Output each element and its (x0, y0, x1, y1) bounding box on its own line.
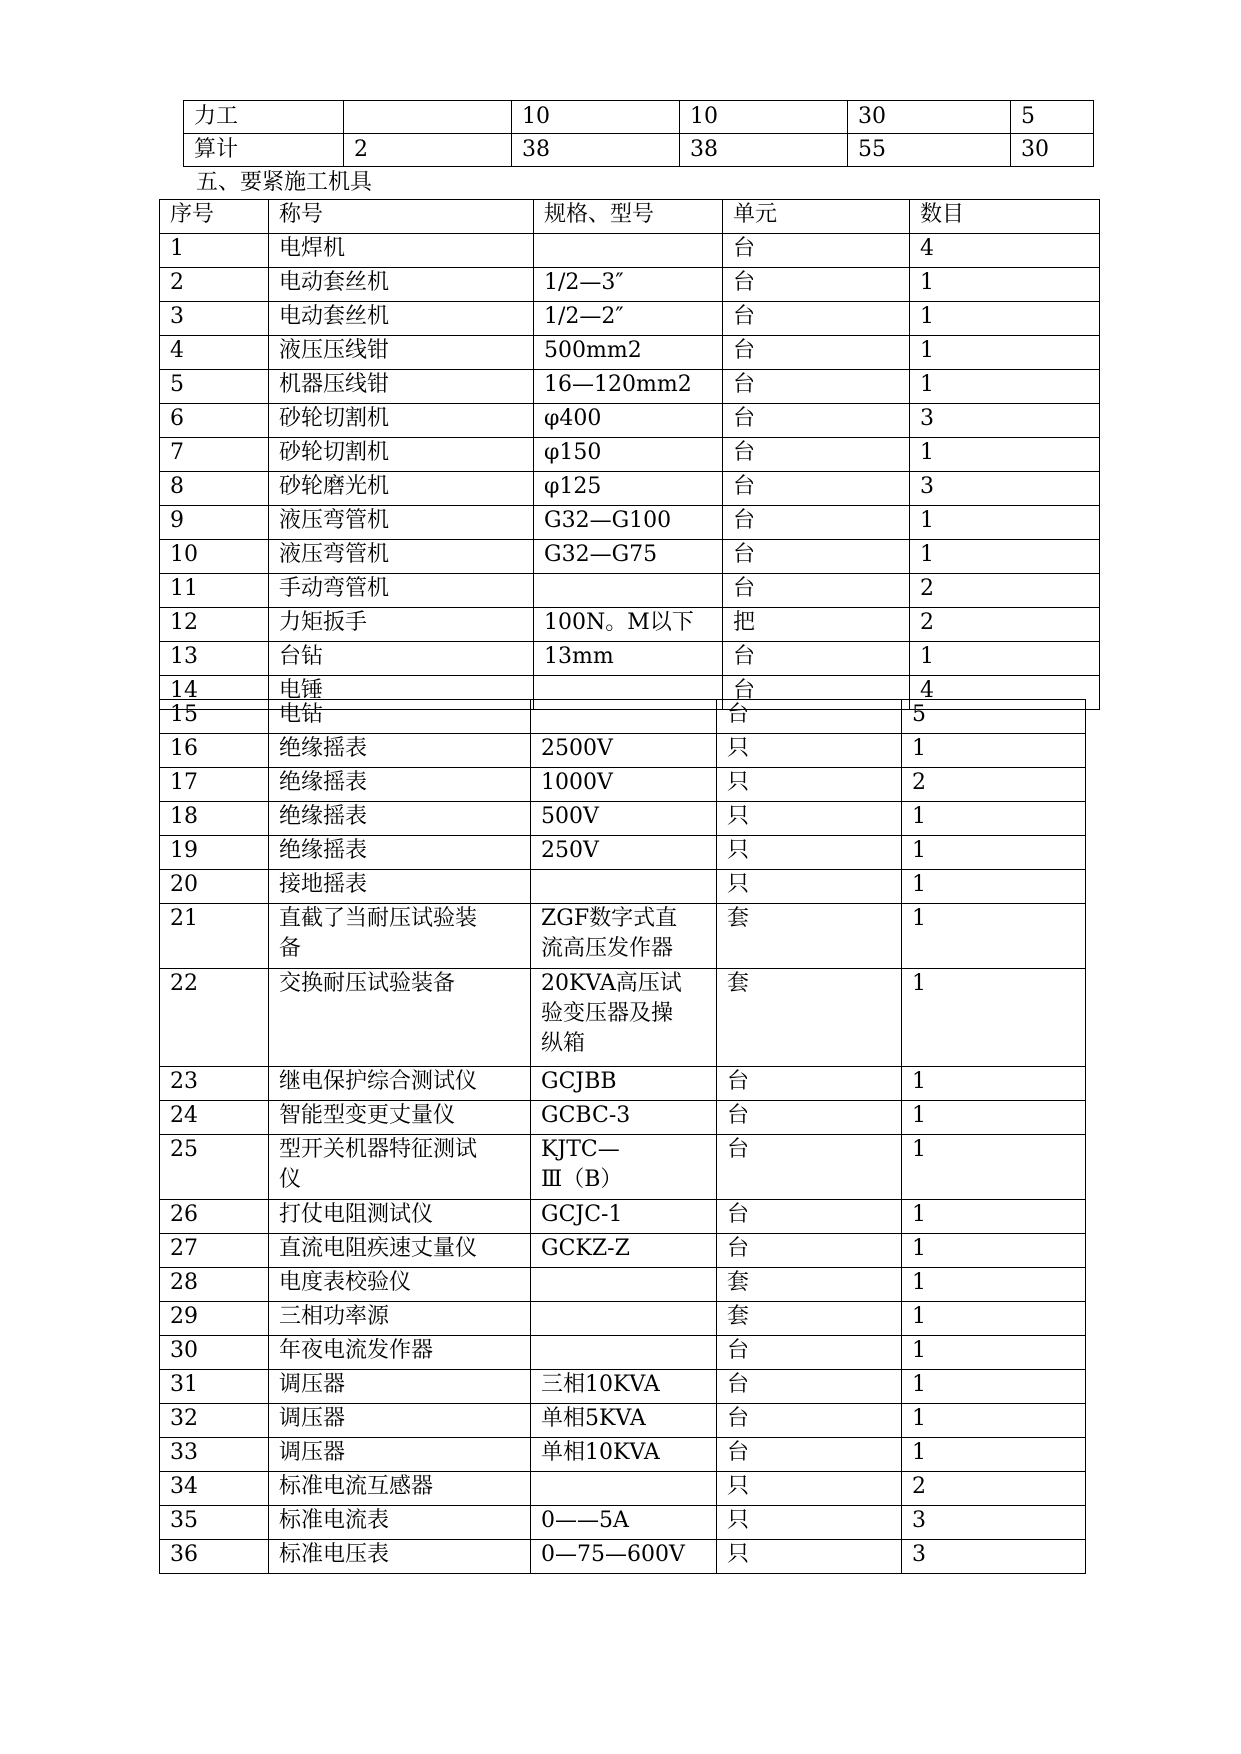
cell-name: 直截了当耐压试验装 备 (269, 904, 531, 969)
cell-index: 34 (160, 1472, 269, 1506)
cell-quantity: 1 (910, 268, 1100, 302)
cell-name: 直流电阻疾速丈量仪 (269, 1234, 531, 1268)
cell-name: 砂轮切割机 (269, 438, 534, 472)
table-row (160, 904, 1086, 969)
table-row (160, 1370, 1086, 1404)
cell-unit: 套 (717, 904, 902, 969)
cell-index: 20 (160, 870, 269, 904)
cell-spec: GCJC-1 (531, 1200, 717, 1234)
cell-quantity: 1 (902, 1268, 1086, 1302)
labor-summary-table (183, 100, 1094, 167)
cell-unit: 台 (723, 540, 910, 574)
cell-quantity: 2 (902, 768, 1086, 802)
cell-name: 绝缘摇表 (269, 802, 531, 836)
cell-name: 砂轮切割机 (269, 404, 534, 438)
cell-unit: 台 (723, 268, 910, 302)
table-row (184, 134, 1094, 167)
equipment-table-continued (159, 699, 1086, 1574)
cell-index: 23 (160, 1067, 269, 1101)
cell-spec: 16—120mm2 (534, 370, 723, 404)
cell-spec: G32—G100 (534, 506, 723, 540)
cell-spec: GCJBB (531, 1067, 717, 1101)
cell-unit: 套 (717, 969, 902, 1067)
cell-name: 标准电流表 (269, 1506, 531, 1540)
table-row (160, 1234, 1086, 1268)
table-row (160, 1200, 1086, 1234)
cell-index: 22 (160, 969, 269, 1067)
cell-name: 砂轮磨光机 (269, 472, 534, 506)
cell-unit: 台 (717, 1404, 902, 1438)
cell-spec (531, 1336, 717, 1370)
cell-name: 绝缘摇表 (269, 734, 531, 768)
cell-name: 电度表校验仪 (269, 1268, 531, 1302)
table-row (160, 302, 1100, 336)
table-row (160, 1268, 1086, 1302)
cell-spec: 1/2—2″ (534, 302, 723, 336)
cell-quantity: 1 (902, 1438, 1086, 1472)
cell-name: 交换耐压试验装备 (269, 969, 531, 1067)
cell-unit: 台 (723, 676, 910, 710)
cell-unit: 台 (717, 1234, 902, 1268)
cell-spec: 单相10KVA (531, 1438, 717, 1472)
cell-spec: 单相5KVA (531, 1404, 717, 1438)
cell-name: 手动弯管机 (269, 574, 534, 608)
cell-unit: 台 (723, 574, 910, 608)
cell-spec: 20KVA高压试 验变压器及操 纵箱 (531, 969, 717, 1067)
table-row (160, 1540, 1086, 1574)
cell-name: 继电保护综合测试仪 (269, 1067, 531, 1101)
cell-spec: φ400 (534, 404, 723, 438)
cell-quantity: 1 (902, 1200, 1086, 1234)
cell-unit: 台 (717, 1200, 902, 1234)
cell-index: 13 (160, 642, 269, 676)
cell-spec: GCBC-3 (531, 1101, 717, 1135)
table-row (160, 574, 1100, 608)
table-row (160, 506, 1100, 540)
cell-name: 绝缘摇表 (269, 768, 531, 802)
cell-unit: 套 (717, 1302, 902, 1336)
cell-index: 36 (160, 1540, 269, 1574)
cell-quantity: 1 (910, 438, 1100, 472)
cell-name: 机器压线钳 (269, 370, 534, 404)
cell-quantity: 1 (902, 1135, 1086, 1200)
cell-quantity: 1 (902, 1404, 1086, 1438)
table-row (160, 802, 1086, 836)
cell-spec (531, 870, 717, 904)
table-row (160, 1472, 1086, 1506)
cell-spec: 三相10KVA (531, 1370, 717, 1404)
cell-quantity: 1 (902, 1302, 1086, 1336)
cell-unit: 台 (723, 234, 910, 268)
cell-value: 10 (680, 101, 848, 134)
cell-spec (531, 1268, 717, 1302)
cell-index: 30 (160, 1336, 269, 1370)
cell-quantity: 1 (902, 1067, 1086, 1101)
cell-spec: 100N。M以下 (534, 608, 723, 642)
cell-name: 电焊机 (269, 234, 534, 268)
cell-spec: 500mm2 (534, 336, 723, 370)
cell-unit: 台 (717, 1336, 902, 1370)
table-row (160, 1438, 1086, 1472)
cell-value: 38 (680, 134, 848, 167)
cell-unit: 只 (717, 870, 902, 904)
cell-spec: ZGF数字式直 流高压发作器 (531, 904, 717, 969)
cell-unit: 只 (717, 734, 902, 768)
header-name: 称号 (269, 200, 534, 234)
cell-index: 26 (160, 1200, 269, 1234)
cell-spec (531, 1472, 717, 1506)
cell-index: 16 (160, 734, 269, 768)
cell-index: 9 (160, 506, 269, 540)
cell-unit: 只 (717, 1472, 902, 1506)
cell-index: 12 (160, 608, 269, 642)
cell-category: 力工 (184, 101, 344, 134)
cell-quantity: 1 (902, 1336, 1086, 1370)
cell-unit: 台 (717, 1438, 902, 1472)
cell-index: 8 (160, 472, 269, 506)
cell-spec (534, 574, 723, 608)
cell-quantity: 1 (902, 1234, 1086, 1268)
cell-value (344, 101, 512, 134)
header-unit: 单元 (723, 200, 910, 234)
cell-index: 14 (160, 676, 269, 710)
cell-quantity: 2 (910, 574, 1100, 608)
cell-unit: 台 (717, 1067, 902, 1101)
cell-unit: 台 (723, 302, 910, 336)
cell-unit: 台 (717, 1101, 902, 1135)
cell-unit: 只 (717, 836, 902, 870)
cell-unit: 套 (717, 1268, 902, 1302)
equipment-table (159, 199, 1100, 710)
cell-name: 电动套丝机 (269, 268, 534, 302)
cell-name: 打仗电阻测试仪 (269, 1200, 531, 1234)
table-row (160, 1336, 1086, 1370)
cell-quantity: 1 (902, 1101, 1086, 1135)
cell-value: 5 (1011, 101, 1094, 134)
cell-unit: 台 (723, 438, 910, 472)
table-row (160, 1302, 1086, 1336)
cell-name: 型开关机器特征测试 仪 (269, 1135, 531, 1200)
cell-spec: 1/2—3″ (534, 268, 723, 302)
cell-unit: 台 (717, 1135, 902, 1200)
cell-unit: 只 (717, 1540, 902, 1574)
cell-index: 33 (160, 1438, 269, 1472)
cell-index: 25 (160, 1135, 269, 1200)
table-row (160, 1101, 1086, 1135)
cell-index: 3 (160, 302, 269, 336)
cell-category: 算计 (184, 134, 344, 167)
cell-unit: 台 (723, 404, 910, 438)
cell-name: 液压压线钳 (269, 336, 534, 370)
cell-name: 调压器 (269, 1438, 531, 1472)
cell-name: 力矩扳手 (269, 608, 534, 642)
cell-quantity: 4 (910, 234, 1100, 268)
cell-index: 4 (160, 336, 269, 370)
cell-unit: 只 (717, 802, 902, 836)
cell-quantity: 3 (910, 472, 1100, 506)
cell-index: 21 (160, 904, 269, 969)
cell-quantity: 1 (910, 642, 1100, 676)
cell-spec (534, 234, 723, 268)
cell-name: 接地摇表 (269, 870, 531, 904)
cell-quantity: 5 (902, 700, 1086, 734)
cell-index: 28 (160, 1268, 269, 1302)
table-row (160, 1506, 1086, 1540)
cell-quantity: 3 (910, 404, 1100, 438)
cell-quantity: 3 (902, 1540, 1086, 1574)
cell-index: 31 (160, 1370, 269, 1404)
cell-index: 18 (160, 802, 269, 836)
cell-quantity: 1 (910, 336, 1100, 370)
cell-value: 2 (344, 134, 512, 167)
cell-unit: 把 (723, 608, 910, 642)
table-row (160, 370, 1100, 404)
table-row (160, 642, 1100, 676)
cell-quantity: 1 (910, 302, 1100, 336)
header-quantity: 数目 (910, 200, 1100, 234)
cell-spec: 0——5A (531, 1506, 717, 1540)
table-row (160, 234, 1100, 268)
cell-index: 11 (160, 574, 269, 608)
cell-spec: 2500V (531, 734, 717, 768)
cell-spec: 0—75—600V (531, 1540, 717, 1574)
cell-spec: GCKZ-Z (531, 1234, 717, 1268)
cell-name: 液压弯管机 (269, 540, 534, 574)
cell-quantity: 1 (902, 904, 1086, 969)
cell-spec: 1000V (531, 768, 717, 802)
cell-index: 17 (160, 768, 269, 802)
cell-unit: 台 (723, 336, 910, 370)
table-row (160, 336, 1100, 370)
table-row (160, 969, 1086, 1067)
cell-value: 55 (848, 134, 1011, 167)
cell-value: 38 (512, 134, 680, 167)
cell-name: 电锤 (269, 676, 534, 710)
header-index: 序号 (160, 200, 269, 234)
cell-value: 30 (848, 101, 1011, 134)
cell-name: 调压器 (269, 1404, 531, 1438)
cell-spec: φ150 (534, 438, 723, 472)
cell-index: 15 (160, 700, 269, 734)
cell-index: 29 (160, 1302, 269, 1336)
table-row (160, 472, 1100, 506)
cell-unit: 台 (723, 506, 910, 540)
cell-quantity: 1 (902, 870, 1086, 904)
cell-spec (531, 1302, 717, 1336)
cell-name: 标准电压表 (269, 1540, 531, 1574)
cell-quantity: 1 (902, 802, 1086, 836)
cell-index: 2 (160, 268, 269, 302)
cell-unit: 只 (717, 768, 902, 802)
table-row (160, 1404, 1086, 1438)
cell-index: 32 (160, 1404, 269, 1438)
cell-name: 标准电流互感器 (269, 1472, 531, 1506)
cell-name: 台钻 (269, 642, 534, 676)
cell-unit: 台 (723, 642, 910, 676)
cell-quantity: 2 (902, 1472, 1086, 1506)
cell-quantity: 1 (902, 969, 1086, 1067)
cell-quantity: 1 (910, 370, 1100, 404)
cell-quantity: 2 (910, 608, 1100, 642)
table-row (160, 608, 1100, 642)
table-row (184, 101, 1094, 134)
cell-quantity: 1 (902, 734, 1086, 768)
table-row (160, 438, 1100, 472)
cell-index: 24 (160, 1101, 269, 1135)
cell-quantity: 4 (910, 676, 1100, 710)
cell-index: 1 (160, 234, 269, 268)
cell-index: 10 (160, 540, 269, 574)
table-row (160, 768, 1086, 802)
cell-index: 27 (160, 1234, 269, 1268)
table-row (160, 870, 1086, 904)
table-row (160, 404, 1100, 438)
cell-name: 电钻 (269, 700, 531, 734)
cell-unit: 台 (723, 472, 910, 506)
cell-name: 三相功率源 (269, 1302, 531, 1336)
table-row (160, 1067, 1086, 1101)
cell-spec: G32—G75 (534, 540, 723, 574)
cell-unit: 台 (717, 700, 902, 734)
cell-spec: 13mm (534, 642, 723, 676)
cell-value: 10 (512, 101, 680, 134)
cell-quantity: 3 (902, 1506, 1086, 1540)
cell-name: 电动套丝机 (269, 302, 534, 336)
cell-unit: 台 (717, 1370, 902, 1404)
table-row (160, 836, 1086, 870)
cell-unit: 台 (723, 370, 910, 404)
cell-index: 7 (160, 438, 269, 472)
cell-spec: KJTC— Ⅲ（B） (531, 1135, 717, 1200)
cell-name: 绝缘摇表 (269, 836, 531, 870)
table-row (160, 734, 1086, 768)
cell-spec: φ125 (534, 472, 723, 506)
cell-name: 液压弯管机 (269, 506, 534, 540)
cell-quantity: 1 (910, 540, 1100, 574)
cell-index: 6 (160, 404, 269, 438)
cell-name: 年夜电流发作器 (269, 1336, 531, 1370)
cell-spec: 250V (531, 836, 717, 870)
table-row (160, 268, 1100, 302)
section-heading: 五、要紧施工机具 (196, 170, 373, 195)
cell-value: 30 (1011, 134, 1094, 167)
cell-unit: 只 (717, 1506, 902, 1540)
cell-spec: 500V (531, 802, 717, 836)
header-spec: 规格、型号 (534, 200, 723, 234)
cell-name: 调压器 (269, 1370, 531, 1404)
cell-index: 5 (160, 370, 269, 404)
cell-index: 19 (160, 836, 269, 870)
cell-spec (531, 700, 717, 734)
cell-name: 智能型变更丈量仪 (269, 1101, 531, 1135)
cell-quantity: 1 (902, 1370, 1086, 1404)
cell-index: 35 (160, 1506, 269, 1540)
equipment-table-header (160, 200, 1100, 234)
table-row (160, 700, 1086, 734)
cell-quantity: 1 (910, 506, 1100, 540)
table-row (160, 540, 1100, 574)
cell-quantity: 1 (902, 836, 1086, 870)
table-row (160, 1135, 1086, 1200)
